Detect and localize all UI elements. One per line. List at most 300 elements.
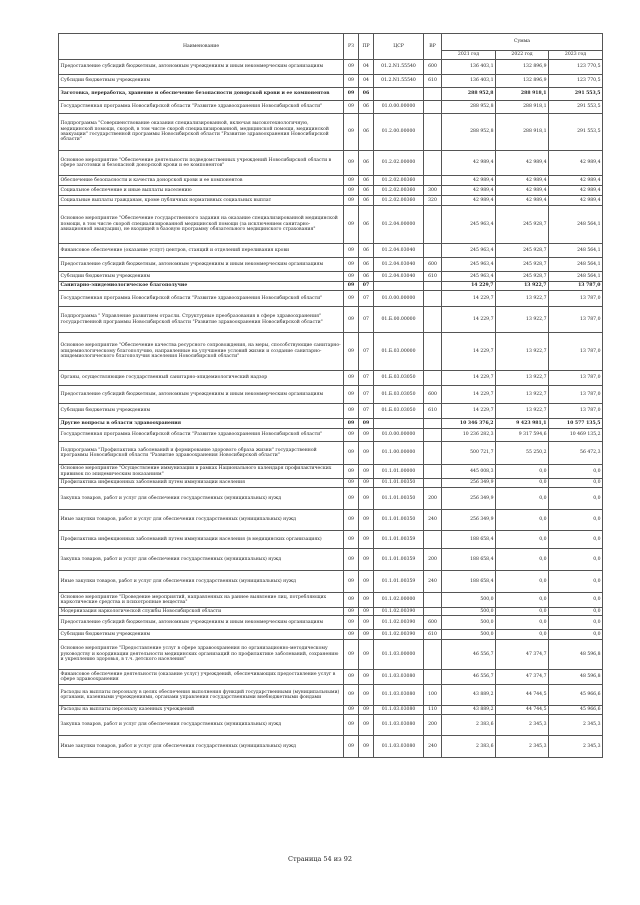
cell-y2: 13 922,7 <box>496 282 549 291</box>
cell-pr: 07 <box>359 386 374 404</box>
header-csr: ЦСР <box>374 34 424 60</box>
cell-pr: 09 <box>359 488 374 510</box>
budget-table <box>58 33 603 758</box>
cell-rz: 09 <box>344 206 359 244</box>
cell-rz: 09 <box>344 706 359 715</box>
cell-y1: 14 229,7 <box>442 333 496 371</box>
cell-y2: 44 744,5 <box>496 706 549 715</box>
cell-name: Подпрограмма "Совершенствование оказания специализированной, включая высокотехнологичную, медицинской помощи, скорой, в том числе скорой специализированной, медицинской помощи, медицинской эвакуации" государственной программы Новосибирской области "Развитие здравоохранения Новосибирской области" <box>59 114 344 151</box>
cell-rz: 09 <box>344 291 359 307</box>
cell-y1: 14 229,7 <box>442 307 496 333</box>
cell-y2: 0,0 <box>496 571 549 593</box>
cell-rz: 09 <box>344 196 359 206</box>
cell-y2: 288 918,1 <box>496 114 549 151</box>
cell-vr: 240 <box>424 571 442 593</box>
cell-y2: 0,0 <box>496 488 549 510</box>
cell-name: Государственная программа Новосибирской области "Развитие здравоохранения Новосибирской области" <box>59 429 344 442</box>
table-row <box>59 685 603 706</box>
cell-vr: 610 <box>424 404 442 419</box>
cell-csr <box>374 88 424 101</box>
cell-rz: 09 <box>344 616 359 630</box>
cell-y1: 14 229,7 <box>442 291 496 307</box>
cell-csr: 01.2.N1.55540 <box>374 60 424 75</box>
table-row <box>59 196 603 206</box>
table-row <box>59 176 603 186</box>
cell-pr: 09 <box>359 465 374 479</box>
table-row <box>59 616 603 630</box>
cell-vr: 600 <box>424 258 442 272</box>
table-row <box>59 706 603 715</box>
cell-y3: 0,0 <box>549 549 603 571</box>
table-row <box>59 206 603 244</box>
cell-csr: 01.2.02.00000 <box>374 151 424 176</box>
cell-csr: 01.1.02.00390 <box>374 630 424 640</box>
table-row <box>59 386 603 404</box>
cell-y3: 248 564,1 <box>549 206 603 244</box>
cell-name: Основное мероприятие "Обеспечение государственного задания на оказание специализированной медицинской помощи, в том числе скорой специализированной медицинской помощи (за исключением санитарно-авиационной эвакуации), не входящей в базовую программу обязательного медицинского страхования" <box>59 206 344 244</box>
cell-y3: 13 787,0 <box>549 333 603 371</box>
table-row <box>59 272 603 282</box>
cell-y1: 500,0 <box>442 630 496 640</box>
cell-name: Субсидии бюджетным учреждениям <box>59 272 344 282</box>
cell-csr: 01.1.00.00000 <box>374 442 424 465</box>
cell-vr <box>424 670 442 685</box>
cell-y1: 42 989,4 <box>442 151 496 176</box>
cell-pr: 09 <box>359 706 374 715</box>
table-row <box>59 442 603 465</box>
cell-name: Основное мероприятие "Осуществление иммунизации в рамках Национального календаря профилактических прививок по эпидемическим показаниям" <box>59 465 344 479</box>
cell-name: Предоставление субсидий бюджетным, автономным учреждениям и иным некоммерческим организациям <box>59 258 344 272</box>
cell-y3: 13 787,0 <box>549 404 603 419</box>
cell-name: Субсидии бюджетным учреждениям <box>59 404 344 419</box>
cell-name: Подпрограмма " Управление развитием отрасли. Структурные преобразования в сфере здравоохранения" государственной программы Новосибирской области "Развитие здравоохранения Новосибирской области" <box>59 307 344 333</box>
cell-y1: 288 952,8 <box>442 88 496 101</box>
cell-pr: 06 <box>359 101 374 114</box>
cell-rz: 09 <box>344 151 359 176</box>
cell-y3: 248 564,1 <box>549 272 603 282</box>
cell-y2: 0,0 <box>496 616 549 630</box>
table-row <box>59 186 603 196</box>
cell-csr: 01.2.04.03040 <box>374 272 424 282</box>
cell-y1: 445 008,3 <box>442 465 496 479</box>
cell-csr: 01.1.01.00000 <box>374 465 424 479</box>
cell-name: Субсидии бюджетным учреждениям <box>59 75 344 88</box>
cell-vr: 200 <box>424 715 442 736</box>
table-row <box>59 571 603 593</box>
cell-csr: 01.1.02.00390 <box>374 616 424 630</box>
cell-vr <box>424 291 442 307</box>
cell-csr: 01.1.01.00359 <box>374 549 424 571</box>
cell-pr: 09 <box>359 640 374 670</box>
table-row <box>59 419 603 429</box>
cell-y3: 13 787,0 <box>549 307 603 333</box>
cell-y3: 0,0 <box>549 616 603 630</box>
cell-rz: 09 <box>344 736 359 758</box>
cell-csr: 01.1.03.03080 <box>374 715 424 736</box>
table-row <box>59 291 603 307</box>
cell-csr: 01.1.03.03080 <box>374 685 424 706</box>
cell-pr: 06 <box>359 272 374 282</box>
cell-y3: 0,0 <box>549 465 603 479</box>
cell-y1: 288 952,8 <box>442 114 496 151</box>
cell-rz: 09 <box>344 307 359 333</box>
cell-rz: 09 <box>344 386 359 404</box>
cell-y1: 256 349,9 <box>442 488 496 510</box>
cell-rz: 09 <box>344 479 359 488</box>
cell-pr: 09 <box>359 593 374 608</box>
table-row <box>59 60 603 75</box>
cell-csr: 01.2.02.00360 <box>374 196 424 206</box>
cell-y3: 42 989,4 <box>549 176 603 186</box>
cell-y3: 123 770,5 <box>549 60 603 75</box>
cell-pr: 09 <box>359 510 374 531</box>
cell-name: Основное мероприятие "Обеспечение деятельности подведомственных учреждений Новосибирской области в сфере заготовки и безопасной донорской крови и ее компонентов" <box>59 151 344 176</box>
cell-vr: 110 <box>424 706 442 715</box>
cell-y2: 0,0 <box>496 531 549 549</box>
table-row <box>59 488 603 510</box>
cell-csr <box>374 419 424 429</box>
cell-name: Органы, осуществляющие государственный санитарно-эпидемиологический надзор <box>59 371 344 386</box>
cell-y2: 0,0 <box>496 549 549 571</box>
cell-rz: 09 <box>344 101 359 114</box>
cell-vr: 240 <box>424 736 442 758</box>
cell-pr: 09 <box>359 685 374 706</box>
cell-vr <box>424 151 442 176</box>
cell-name: Подпрограмма "Профилактика заболеваний и формирование здорового образа жизни" государственной программы Новосибирской области "Развитие здравоохранения Новосибирской области" <box>59 442 344 465</box>
table-row <box>59 593 603 608</box>
cell-pr: 09 <box>359 429 374 442</box>
cell-pr: 04 <box>359 75 374 88</box>
cell-name: Основное мероприятие "Проведение мероприятий, направленных на раннее выявление лиц, потребляющих наркотические средства и психотропные вещества" <box>59 593 344 608</box>
cell-name: Расходы на выплаты персоналу казенных учреждений <box>59 706 344 715</box>
cell-vr <box>424 244 442 258</box>
cell-vr: 610 <box>424 630 442 640</box>
cell-y3: 291 553,5 <box>549 114 603 151</box>
cell-name: Закупка товаров, работ и услуг для обеспечения государственных (муниципальных) нужд <box>59 488 344 510</box>
cell-vr: 320 <box>424 196 442 206</box>
cell-name: Обеспечение безопасности и качества донорской крови и ее компонентов <box>59 176 344 186</box>
cell-y3: 291 553,5 <box>549 88 603 101</box>
cell-y1: 46 556,7 <box>442 640 496 670</box>
cell-pr: 09 <box>359 442 374 465</box>
table-row <box>59 282 603 291</box>
header-sum: Сумма <box>442 34 603 51</box>
cell-name: Иные закупки товаров, работ и услуг для обеспечения государственных (муниципальных) нужд <box>59 571 344 593</box>
cell-y2: 0,0 <box>496 465 549 479</box>
cell-y1: 256 349,9 <box>442 510 496 531</box>
cell-y2: 288 918,1 <box>496 88 549 101</box>
cell-rz: 09 <box>344 282 359 291</box>
cell-vr: 610 <box>424 75 442 88</box>
cell-rz: 09 <box>344 510 359 531</box>
cell-rz: 09 <box>344 371 359 386</box>
cell-pr: 09 <box>359 419 374 429</box>
cell-y3: 48 596,8 <box>549 670 603 685</box>
cell-y1: 245 963,4 <box>442 244 496 258</box>
cell-pr: 09 <box>359 670 374 685</box>
table-row <box>59 404 603 419</box>
cell-y3: 48 596,8 <box>549 640 603 670</box>
cell-csr: 01.1.02.00000 <box>374 593 424 608</box>
header-year-2021: 2021 год <box>442 51 496 60</box>
cell-y3: 13 787,0 <box>549 371 603 386</box>
cell-pr: 09 <box>359 479 374 488</box>
cell-vr <box>424 608 442 616</box>
cell-rz: 09 <box>344 640 359 670</box>
cell-name: Основное мероприятие "Обеспечение качества ресурсного сопровождения, на меры, способствующие санитарно-эпидемиологическому благополучию, направленные на улучшение условий жизни и создание санитарно-эпидемиологического благополучия населения Новосибирской области" <box>59 333 344 371</box>
table-row <box>59 307 603 333</box>
cell-pr: 04 <box>359 60 374 75</box>
cell-csr: 01.2.02.00360 <box>374 176 424 186</box>
cell-pr: 07 <box>359 371 374 386</box>
cell-csr: 01.2.04.03040 <box>374 244 424 258</box>
table-row <box>59 670 603 685</box>
cell-rz: 09 <box>344 465 359 479</box>
cell-y1: 500,0 <box>442 608 496 616</box>
cell-rz: 09 <box>344 429 359 442</box>
cell-pr: 09 <box>359 571 374 593</box>
cell-pr: 06 <box>359 88 374 101</box>
cell-csr: 01.2.N1.55540 <box>374 75 424 88</box>
cell-rz: 09 <box>344 333 359 371</box>
cell-rz: 09 <box>344 442 359 465</box>
cell-name: Основное мероприятие "Предоставление услуг в сфере здравоохранения по организационно-методическому руководству и координации деятельности медицинских организаций по профилактике заболеваний, сохранению и укреплению здоровья, в т.ч. детского населения" <box>59 640 344 670</box>
cell-y1: 43 889,2 <box>442 685 496 706</box>
cell-y3: 2 345,3 <box>549 736 603 758</box>
cell-name: Санитарно-эпидемиологическое благополучие <box>59 282 344 291</box>
cell-y1: 2 383,6 <box>442 736 496 758</box>
cell-vr <box>424 429 442 442</box>
cell-vr: 610 <box>424 272 442 282</box>
header-name: Наименование <box>59 34 344 60</box>
table-row <box>59 640 603 670</box>
table-row <box>59 333 603 371</box>
cell-y1: 188 658,4 <box>442 531 496 549</box>
cell-y1: 42 989,4 <box>442 196 496 206</box>
cell-pr: 06 <box>359 114 374 151</box>
cell-y2: 13 922,7 <box>496 371 549 386</box>
cell-csr: 01.1.01.00350 <box>374 479 424 488</box>
cell-name: Профилактика инфекционных заболеваний путем иммунизации населения (в медицинских организациях) <box>59 531 344 549</box>
cell-csr: 01.Б.00.00000 <box>374 307 424 333</box>
cell-csr: 01.1.01.00359 <box>374 531 424 549</box>
cell-name: Иные закупки товаров, работ и услуг для обеспечения государственных (муниципальных) нужд <box>59 736 344 758</box>
cell-pr: 09 <box>359 736 374 758</box>
cell-rz: 09 <box>344 488 359 510</box>
cell-csr: 01.2.00.00000 <box>374 114 424 151</box>
cell-name: Субсидии бюджетным учреждениям <box>59 630 344 640</box>
cell-y2: 47 374,7 <box>496 670 549 685</box>
cell-rz: 09 <box>344 685 359 706</box>
cell-y2: 42 989,4 <box>496 151 549 176</box>
cell-csr: 01.2.04.03040 <box>374 258 424 272</box>
cell-y1: 43 889,2 <box>442 706 496 715</box>
cell-rz: 09 <box>344 571 359 593</box>
cell-y2: 42 989,4 <box>496 196 549 206</box>
cell-vr: 240 <box>424 510 442 531</box>
cell-name: Социальное обеспечение и иные выплаты населению <box>59 186 344 196</box>
cell-y2: 0,0 <box>496 608 549 616</box>
table-row <box>59 549 603 571</box>
cell-y2: 0,0 <box>496 593 549 608</box>
cell-y2: 13 922,7 <box>496 386 549 404</box>
cell-vr <box>424 114 442 151</box>
cell-csr: 01.1.01.00350 <box>374 510 424 531</box>
cell-rz: 09 <box>344 60 359 75</box>
cell-y2: 2 345,3 <box>496 736 549 758</box>
cell-csr: 01.1.03.03080 <box>374 670 424 685</box>
cell-y3: 291 553,5 <box>549 101 603 114</box>
cell-name: Социальные выплаты гражданам, кроме публичных нормативных социальных выплат <box>59 196 344 206</box>
cell-y3: 0,0 <box>549 571 603 593</box>
cell-csr: 01.2.04.00000 <box>374 206 424 244</box>
cell-y2: 245 928,7 <box>496 258 549 272</box>
cell-y1: 14 229,7 <box>442 371 496 386</box>
cell-rz: 09 <box>344 114 359 151</box>
cell-y2: 47 374,7 <box>496 640 549 670</box>
cell-y3: 0,0 <box>549 593 603 608</box>
cell-y1: 500,0 <box>442 616 496 630</box>
cell-y2: 9 317 594,6 <box>496 429 549 442</box>
cell-csr: 01.1.03.00000 <box>374 640 424 670</box>
cell-name: Предоставление субсидий бюджетным, автономным учреждениям и иным некоммерческим организациям <box>59 386 344 404</box>
table-row <box>59 429 603 442</box>
cell-rz: 09 <box>344 670 359 685</box>
cell-y2: 13 922,7 <box>496 404 549 419</box>
cell-csr: 01.1.03.03080 <box>374 706 424 715</box>
cell-rz: 09 <box>344 272 359 282</box>
cell-y2: 13 922,7 <box>496 307 549 333</box>
header-year-2023: 2023 год <box>549 51 603 60</box>
cell-pr: 07 <box>359 291 374 307</box>
cell-vr <box>424 479 442 488</box>
cell-vr: 600 <box>424 616 442 630</box>
cell-y2: 2 345,3 <box>496 715 549 736</box>
cell-y3: 10 577 135,5 <box>549 419 603 429</box>
cell-csr <box>374 282 424 291</box>
cell-y3: 42 989,4 <box>549 186 603 196</box>
cell-y1: 500,0 <box>442 593 496 608</box>
cell-y3: 42 989,4 <box>549 151 603 176</box>
cell-rz: 09 <box>344 608 359 616</box>
cell-rz: 09 <box>344 715 359 736</box>
cell-y1: 245 963,4 <box>442 272 496 282</box>
cell-name: Финансовое обеспечение деятельности (оказание услуг) учреждений, обеспечивающих предоставление услуг в сфере здравоохранения <box>59 670 344 685</box>
cell-y3: 45 966,6 <box>549 685 603 706</box>
cell-rz: 09 <box>344 244 359 258</box>
cell-csr: 01.2.02.00360 <box>374 186 424 196</box>
cell-y1: 136 403,1 <box>442 60 496 75</box>
header-rz: РЗ <box>344 34 359 60</box>
cell-vr: 600 <box>424 386 442 404</box>
cell-y3: 0,0 <box>549 488 603 510</box>
cell-pr: 09 <box>359 549 374 571</box>
cell-y3: 248 564,1 <box>549 244 603 258</box>
cell-y2: 42 989,4 <box>496 176 549 186</box>
cell-y2: 55 250,2 <box>496 442 549 465</box>
cell-y2: 9 423 981,1 <box>496 419 549 429</box>
table-header-row <box>59 34 603 51</box>
cell-rz: 09 <box>344 593 359 608</box>
table-row <box>59 715 603 736</box>
cell-vr <box>424 101 442 114</box>
cell-csr: 01.1.03.03080 <box>374 736 424 758</box>
cell-y1: 256 349,9 <box>442 479 496 488</box>
cell-y1: 14 229,7 <box>442 386 496 404</box>
cell-csr: 01.Б.03.00000 <box>374 333 424 371</box>
cell-y1: 245 963,4 <box>442 258 496 272</box>
cell-rz: 09 <box>344 75 359 88</box>
table-row <box>59 479 603 488</box>
cell-y2: 42 989,4 <box>496 186 549 196</box>
table-row <box>59 371 603 386</box>
cell-y2: 132 896,9 <box>496 60 549 75</box>
cell-pr: 06 <box>359 258 374 272</box>
table-row <box>59 244 603 258</box>
cell-pr: 07 <box>359 282 374 291</box>
cell-csr: 01.Б.03.03050 <box>374 371 424 386</box>
cell-vr <box>424 640 442 670</box>
cell-rz: 09 <box>344 258 359 272</box>
header-pr: ПР <box>359 34 374 60</box>
cell-y1: 188 658,4 <box>442 549 496 571</box>
cell-pr: 09 <box>359 531 374 549</box>
cell-rz: 09 <box>344 531 359 549</box>
cell-vr <box>424 88 442 101</box>
cell-y3: 248 564,1 <box>549 258 603 272</box>
cell-vr: 100 <box>424 685 442 706</box>
cell-pr: 09 <box>359 630 374 640</box>
cell-pr: 06 <box>359 176 374 186</box>
cell-y3: 123 770,5 <box>549 75 603 88</box>
cell-vr <box>424 282 442 291</box>
cell-csr: 01.0.00.00000 <box>374 291 424 307</box>
cell-vr <box>424 419 442 429</box>
cell-name: Закупка товаров, работ и услуг для обеспечения государственных (муниципальных) нужд <box>59 549 344 571</box>
cell-csr: 01.Б.03.03050 <box>374 404 424 419</box>
cell-y1: 136 403,1 <box>442 75 496 88</box>
cell-y2: 132 896,9 <box>496 75 549 88</box>
cell-csr: 01.1.01.00359 <box>374 571 424 593</box>
cell-vr: 200 <box>424 488 442 510</box>
cell-y3: 42 989,4 <box>549 196 603 206</box>
cell-vr <box>424 531 442 549</box>
cell-vr: 200 <box>424 549 442 571</box>
cell-pr: 09 <box>359 616 374 630</box>
cell-name: Профилактика инфекционных заболеваний путем иммунизации населения <box>59 479 344 488</box>
cell-y3: 0,0 <box>549 608 603 616</box>
cell-vr <box>424 371 442 386</box>
cell-y2: 0,0 <box>496 479 549 488</box>
cell-y2: 44 744,5 <box>496 685 549 706</box>
cell-y3: 13 787,0 <box>549 386 603 404</box>
table-row <box>59 114 603 151</box>
cell-name: Иные закупки товаров, работ и услуг для обеспечения государственных (муниципальных) нужд <box>59 510 344 531</box>
cell-name: Предоставление субсидий бюджетным, автономным учреждениям и иным некоммерческим организациям <box>59 616 344 630</box>
cell-y1: 42 989,4 <box>442 186 496 196</box>
cell-y1: 10 236 282,3 <box>442 429 496 442</box>
cell-y2: 245 928,7 <box>496 244 549 258</box>
table-row <box>59 75 603 88</box>
header-vr: ВР <box>424 34 442 60</box>
table-row <box>59 630 603 640</box>
cell-y3: 0,0 <box>549 479 603 488</box>
cell-y1: 2 383,6 <box>442 715 496 736</box>
cell-pr: 07 <box>359 404 374 419</box>
cell-y3: 2 345,3 <box>549 715 603 736</box>
cell-csr: 01.1.02.00390 <box>374 608 424 616</box>
cell-vr <box>424 333 442 371</box>
